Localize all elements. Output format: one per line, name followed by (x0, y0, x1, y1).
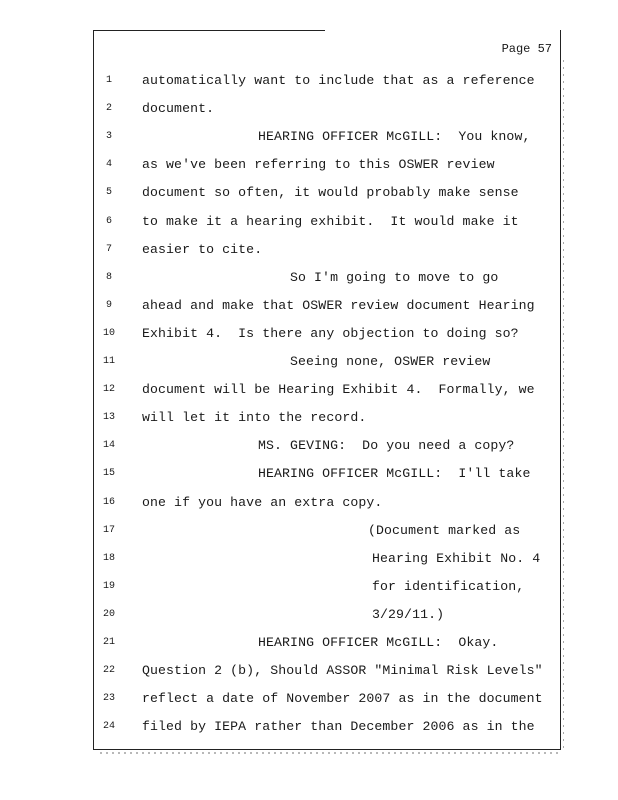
footer-scan-artifact (100, 752, 560, 754)
line-number: 4 (105, 159, 112, 170)
transcript-line-text: HEARING OFFICER McGILL: I'll take (258, 466, 531, 481)
line-number: 17 (102, 525, 115, 536)
transcript-line-text: document. (142, 101, 215, 116)
page-number: Page 57 (501, 42, 552, 56)
line-number: 16 (102, 497, 115, 508)
transcript-line-text: document will be Hearing Exhibit 4. Formally, we (142, 382, 535, 397)
line-number: 24 (102, 721, 115, 732)
line-number: 20 (102, 609, 115, 620)
transcript-line-text: ahead and make that OSWER review document Hearing (142, 298, 535, 313)
line-number: 19 (102, 581, 115, 592)
line-number: 6 (105, 216, 112, 227)
line-number: 12 (102, 384, 115, 395)
transcript-line-text: HEARING OFFICER McGILL: You know, (258, 129, 531, 144)
line-number: 23 (102, 693, 115, 704)
transcript-line-text: So I'm going to move to go (290, 270, 499, 285)
line-number: 2 (105, 103, 112, 114)
transcript-line-text: HEARING OFFICER McGILL: Okay. (258, 635, 499, 650)
line-number: 10 (102, 328, 115, 339)
line-number: 15 (102, 468, 115, 479)
transcript-line-text: reflect a date of November 2007 as in the document (142, 691, 543, 706)
line-number: 13 (102, 412, 115, 423)
line-number: 5 (105, 187, 112, 198)
transcript-line-text: MS. GEVING: Do you need a copy? (258, 438, 515, 453)
line-number: 8 (105, 272, 112, 283)
transcript-line-text: for identification, (372, 579, 525, 594)
line-number: 11 (102, 356, 115, 367)
transcript-line-text: easier to cite. (142, 242, 263, 257)
transcript-line-text: one if you have an extra copy. (142, 495, 383, 510)
transcript-line-text: to make it a hearing exhibit. It would make it (142, 214, 519, 229)
transcript-line-text: Question 2 (b), Should ASSOR "Minimal Risk Levels" (142, 663, 543, 678)
transcript-line-text: automatically want to include that as a reference (142, 73, 535, 88)
transcript-line-text: filed by IEPA rather than December 2006 as in the (142, 719, 535, 734)
transcript-line-text: (Document marked as (368, 523, 521, 538)
line-number: 7 (105, 244, 112, 255)
line-number: 18 (102, 553, 115, 564)
transcript-line-text: Seeing none, OSWER review (290, 354, 491, 369)
line-number: 1 (105, 75, 112, 86)
transcript-line-text: will let it into the record. (142, 410, 367, 425)
transcript-line-text: document so often, it would probably make sense (142, 185, 519, 200)
line-number: 21 (102, 637, 115, 648)
transcript-line-text: 3/29/11.) (372, 607, 445, 622)
transcript-line-text: Hearing Exhibit No. 4 (372, 551, 541, 566)
page-edge-dots (563, 60, 564, 750)
line-number: 22 (102, 665, 115, 676)
line-number: 14 (102, 440, 115, 451)
transcript-line-text: Exhibit 4. Is there any objection to doing so? (142, 326, 519, 341)
line-number: 9 (105, 300, 112, 311)
line-number: 3 (105, 131, 112, 142)
transcript-line-text: as we've been referring to this OSWER review (142, 157, 495, 172)
